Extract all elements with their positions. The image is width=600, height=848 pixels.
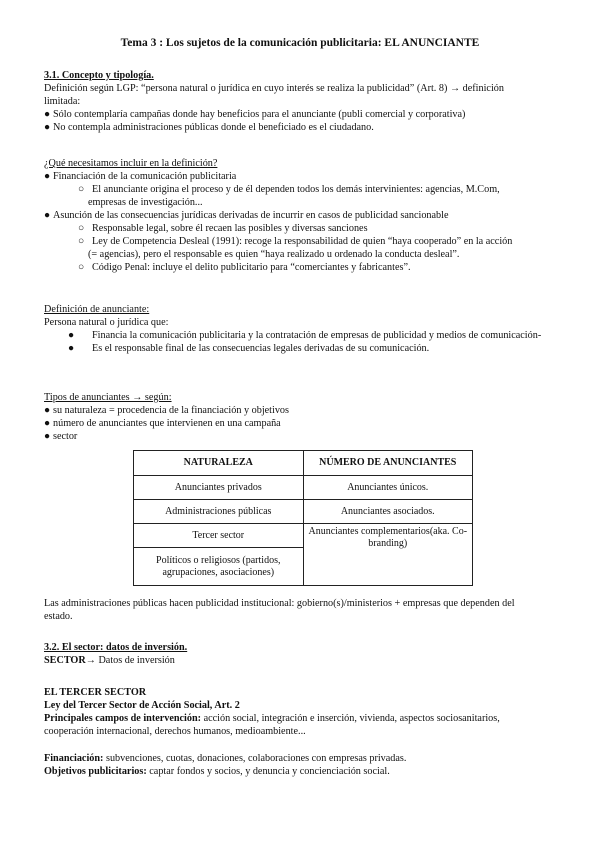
bullet-icon: ●	[44, 405, 51, 416]
bullet-icon: ●	[44, 109, 51, 120]
bullet-icon: ●	[68, 343, 75, 354]
bullet-item: ● número de anunciantes que intervienen en una campaña	[44, 418, 281, 429]
table-row	[134, 524, 473, 548]
paragraph-line: Objetivos publicitarios: captar fondos y socios, y denuncia y concienciación social.	[44, 766, 390, 777]
bullet-icon: ●	[44, 122, 51, 133]
bullet-item: ● Financiación de la comunicación publicitaria	[44, 171, 237, 182]
bullet-icon: ●	[68, 330, 75, 341]
table-row	[134, 500, 473, 524]
bullet-icon: ●	[44, 431, 51, 442]
section-advertiser-types	[44, 391, 559, 443]
section-heading: Tipos de anunciantes → según:	[44, 392, 172, 403]
table-cell: Tercer sector	[134, 524, 304, 548]
bullet-item: ● Es el responsable final de las consecuencias legales derivadas de su comunicación.	[68, 343, 430, 354]
law-reference: Ley del Tercer Sector de Acción Social, Art. 2	[44, 700, 240, 711]
table-header-cell: NÚMERO DE ANUNCIANTES	[303, 451, 473, 476]
section-heading: 3.2. El sector: datos de inversión.	[44, 642, 188, 653]
advertiser-types-table	[133, 450, 473, 586]
paragraph-institutional	[44, 597, 559, 623]
circle-bullet-icon: ○	[78, 223, 85, 234]
sub-bullet-item: ○ Responsable legal, sobre él recaen las posibles y diversas sanciones	[78, 223, 368, 234]
table-cell: Anunciantes complementarios(aka. Co-branding)	[303, 524, 473, 586]
circle-bullet-icon: ○	[78, 262, 85, 273]
section-advertiser-definition	[44, 303, 559, 355]
table-cell: Políticos o religiosos (partidos, agrupaciones, asociaciones)	[134, 548, 304, 586]
table-header-row	[134, 451, 473, 476]
section-heading: 3.1. Concepto y tipología.	[44, 70, 154, 81]
bullet-item: ● No contempla administraciones públicas donde el beneficiado es el ciudadano.	[44, 122, 374, 133]
paragraph-line: Persona natural o jurídica que:	[44, 317, 169, 328]
circle-bullet-icon: ○	[78, 184, 85, 195]
bullet-item: ● Asunción de las consecuencias jurídicas derivadas de incurrir en casos de publicidad sancionable	[44, 210, 449, 221]
bullet-icon: ●	[44, 418, 51, 429]
paragraph-line: estado.	[44, 611, 73, 622]
paragraph-line: empresas de investigación...	[88, 197, 203, 208]
section-3-2	[44, 641, 559, 667]
section-heading: EL TERCER SECTOR	[44, 687, 147, 698]
table-row	[134, 476, 473, 500]
paragraph-line: (= agencias), pero el responsable es quien “haya realizado u ordenado la conducta desleal”.	[88, 249, 460, 260]
sub-bullet-item: ○ Código Penal: incluye el delito publicitario para “comerciantes y fabricantes”.	[78, 262, 411, 273]
table-cell: Anunciantes únicos.	[303, 476, 473, 500]
circle-bullet-icon: ○	[78, 236, 85, 247]
bullet-item: ● su naturaleza = procedencia de la financiación y objetivos	[44, 405, 289, 416]
table-cell: Administraciones públicas	[134, 500, 304, 524]
paragraph-line: limitada:	[44, 96, 81, 107]
section-definition-needs	[44, 157, 559, 274]
paragraph-line: Definición según LGP: “persona natural o jurídica en cuyo interés se realiza la publicidad” (Art. 8) → definición	[44, 83, 504, 94]
table-header-cell: NATURALEZA	[134, 451, 304, 476]
page-title: Tema 3 : Los sujetos de la comunicación publicitaria: EL ANUNCIANTE	[120, 37, 480, 49]
paragraph-line: Financiación: subvenciones, cuotas, donaciones, colaboraciones con empresas privadas.	[44, 753, 407, 764]
paragraph-line: SECTOR→ Datos de inversión	[44, 655, 175, 666]
bullet-item: ● sector	[44, 431, 78, 442]
bullet-icon: ●	[44, 171, 51, 182]
paragraph-line: Principales campos de intervención: acción social, integración e inserción, vivienda, aspectos sociosanitarios,	[44, 713, 500, 724]
sub-bullet-item: ○ El anunciante origina el proceso y de él dependen todos los demás intervinientes: agencias, M.Com,	[78, 184, 500, 195]
paragraph-line: Las administraciones públicas hacen publicidad institucional: gobierno(s)/ministerios + empresas que dependen del	[44, 598, 515, 609]
section-3-1	[44, 69, 559, 134]
section-heading: ¿Qué necesitamos incluir en la definición?	[44, 158, 218, 169]
section-heading: Definición de anunciante:	[44, 304, 150, 315]
bullet-icon: ●	[44, 210, 51, 221]
bullet-item: ● Financia la comunicación publicitaria y la contratación de empresas de publicidad y medios de comunicación-	[68, 330, 542, 341]
sub-bullet-item: ○ Ley de Competencia Desleal (1991): recoge la responsabilidad de quien “haya cooperado” en la acción	[78, 236, 513, 247]
table-cell: Anunciantes privados	[134, 476, 304, 500]
table-cell: Anunciantes asociados.	[303, 500, 473, 524]
paragraph-line: cooperación internacional, derechos humanos, medioambiente...	[44, 726, 306, 737]
section-third-sector	[44, 686, 559, 778]
bullet-item: ● Sólo contemplaría campañas donde hay beneficios para el anunciante (publi comercial y corporativa)	[44, 109, 466, 120]
